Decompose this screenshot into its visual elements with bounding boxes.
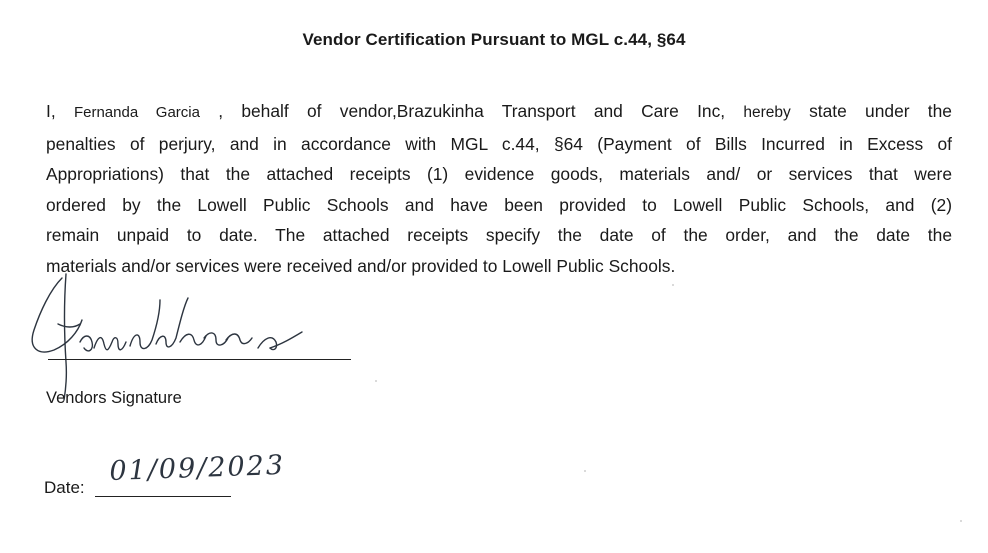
- date-line: [95, 496, 231, 497]
- date-label: Date:: [44, 478, 85, 497]
- signature-label: Vendors Signature: [46, 389, 182, 407]
- certification-paragraph: [46, 96, 952, 281]
- scan-speck: [584, 470, 586, 472]
- paragraph-line-2: penalties of perjury, and in accordance with MGL c.44, §64 (Payment of Bills Incurred in Excess of: [46, 133, 952, 154]
- signature-line: [48, 359, 351, 360]
- line1-hereby: hereby: [743, 104, 791, 121]
- line1-middle: , behalf of vendor,Brazukinha Transport and Care Inc,: [218, 101, 726, 121]
- paragraph-line-3: Appropriations) that the attached receipts (1) evidence goods, materials and/ or services that were: [46, 164, 952, 184]
- paragraph-line-4: ordered by the Lowell Public Schools and have been provided to Lowell Public Schools, and (2): [46, 194, 952, 215]
- handwritten-date: 01/09/2023: [108, 449, 286, 487]
- paragraph-line-1: [46, 96, 952, 129]
- scan-speck: [672, 284, 674, 286]
- document-title: Vendor Certification Pursuant to MGL c.44, §64: [302, 30, 686, 49]
- paragraph-line-5: remain unpaid to date. The attached receipts specify the date of the order, and the date the: [46, 225, 952, 245]
- vendor-rep-name: Fernanda Garcia: [73, 104, 200, 121]
- line1-prefix: I,: [46, 101, 56, 121]
- line1-rest: state under the: [809, 101, 952, 121]
- paragraph-line-6: materials and/or services were received and/or provided to Lowell Public Schools.: [46, 255, 676, 276]
- scan-speck: [375, 380, 377, 382]
- scan-speck: [960, 520, 962, 522]
